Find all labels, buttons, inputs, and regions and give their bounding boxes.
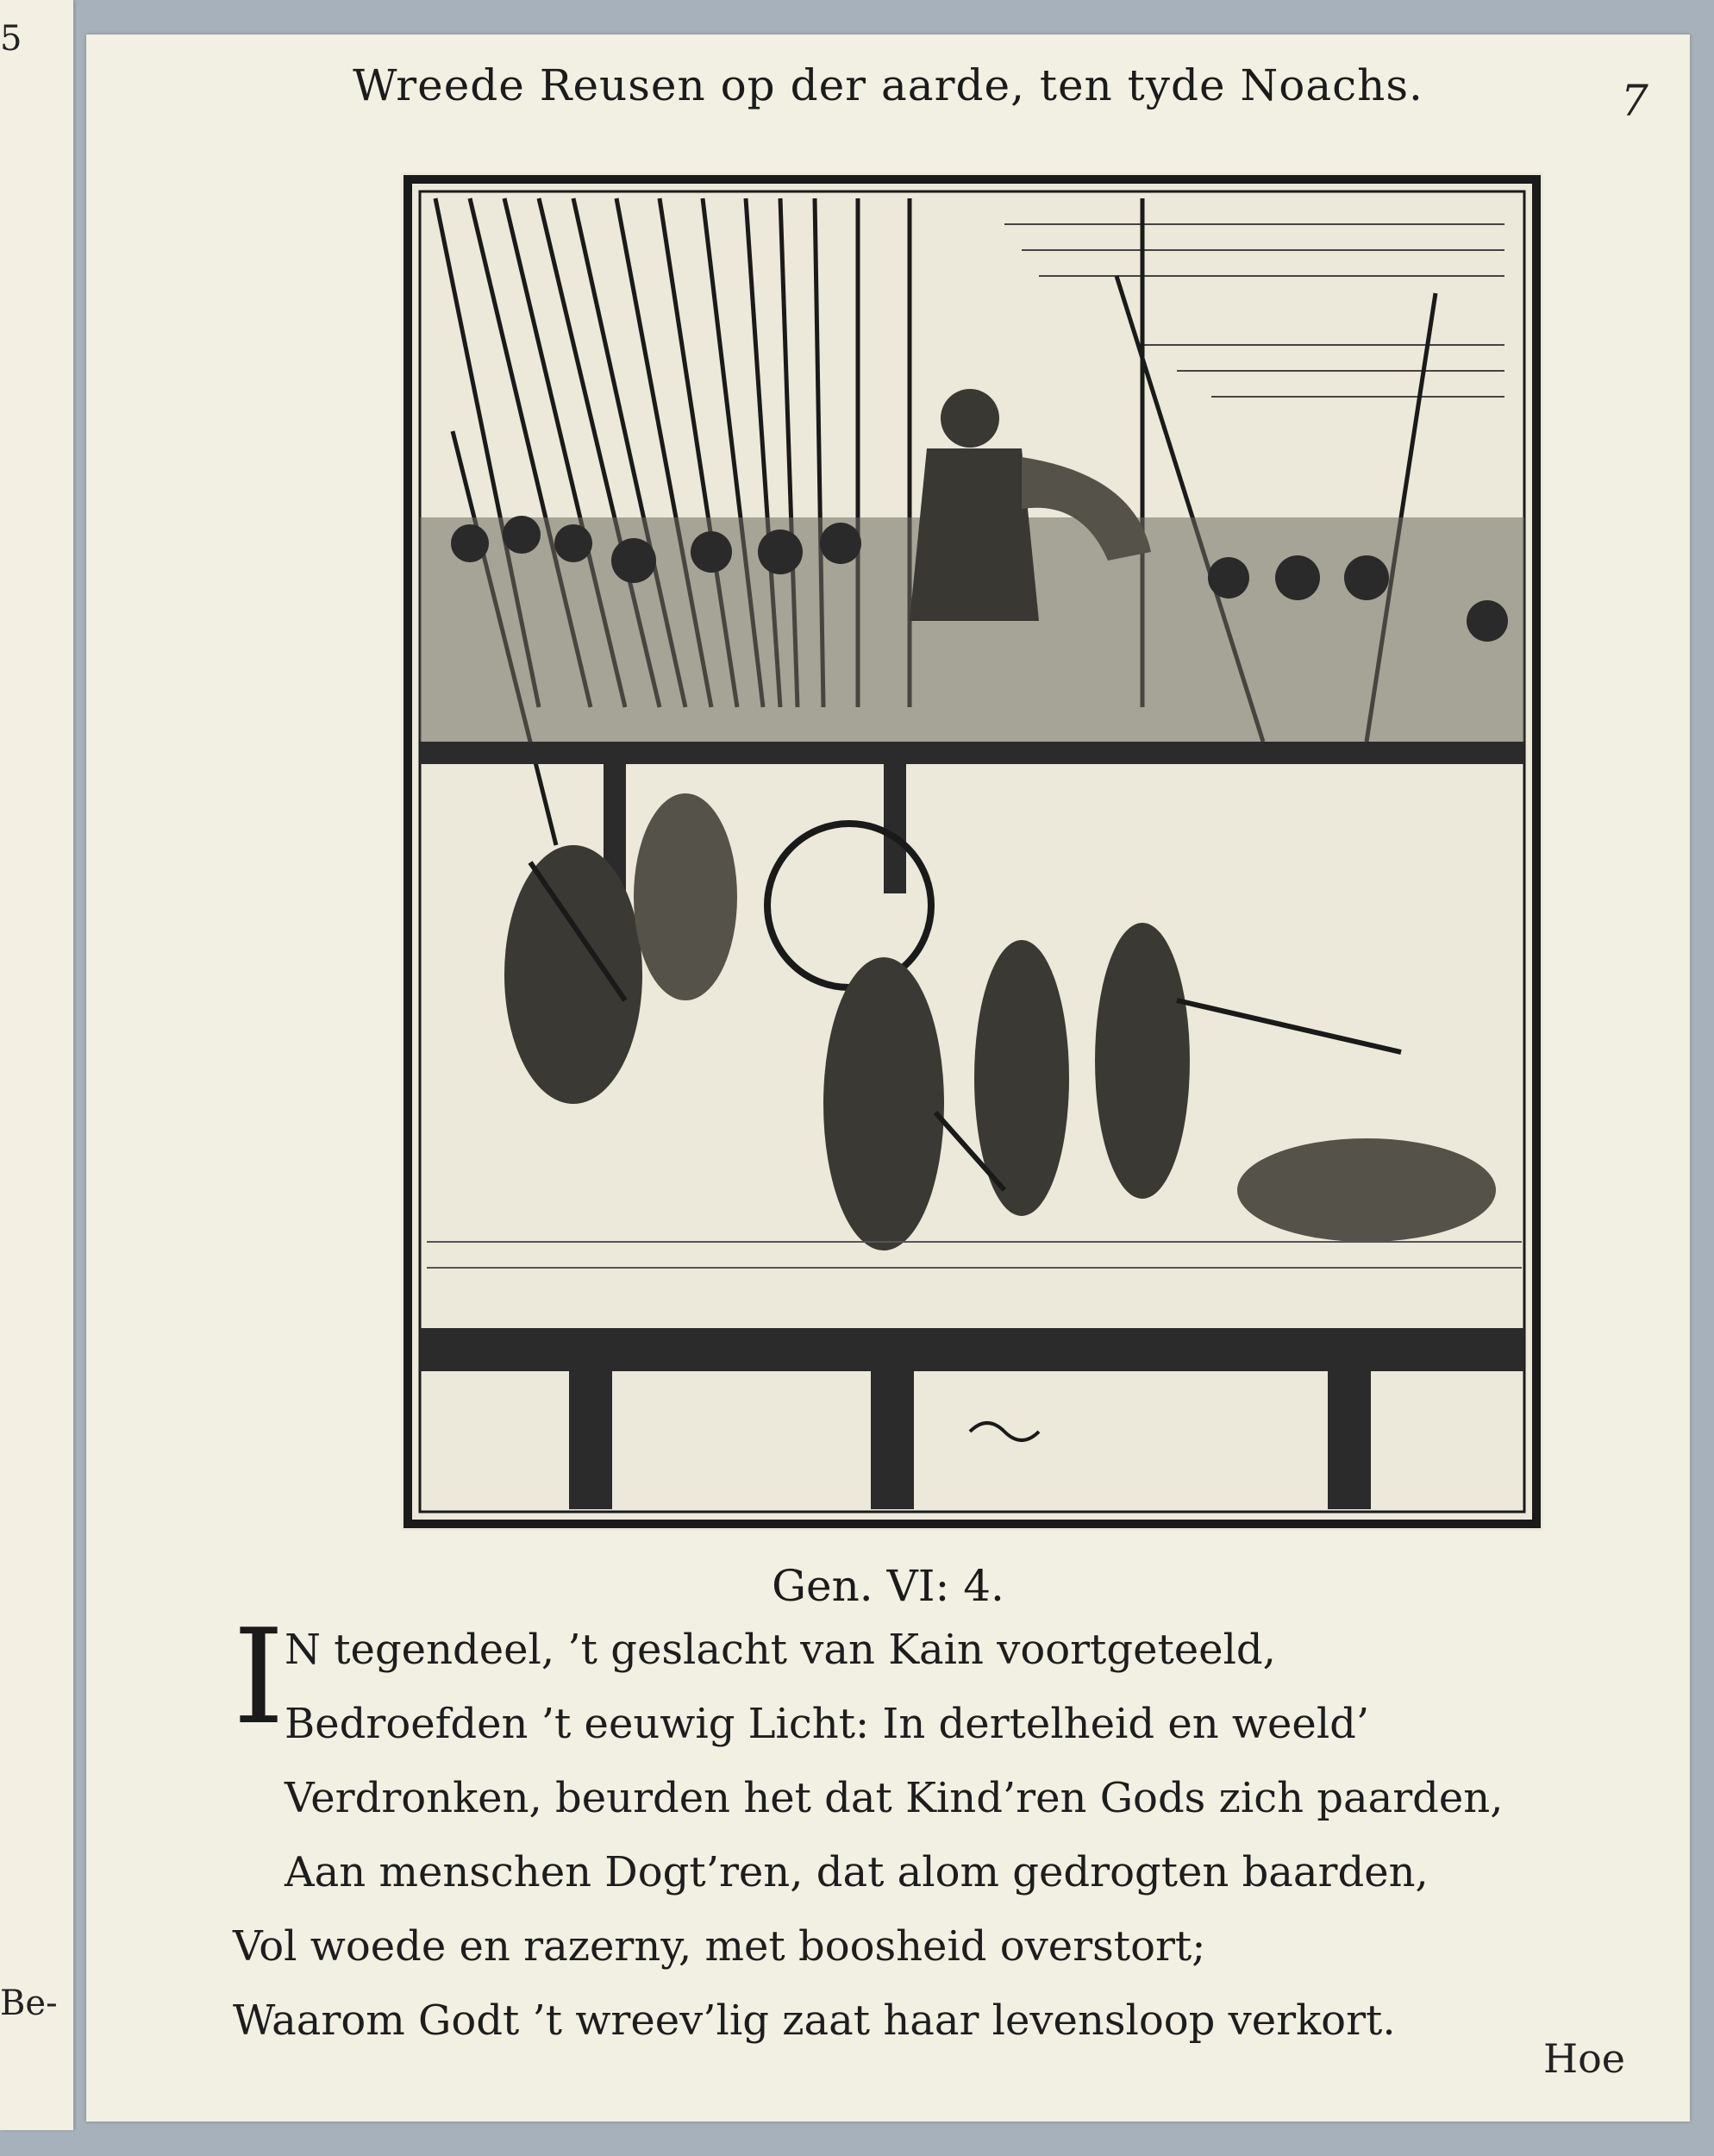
verse-line-3: Verdronken, beurden het dat Kind’ren Gods zich paarden, [285, 1774, 1504, 1822]
verse-line-5: Vol woede en razerny, met boosheid overstort; [233, 1922, 1206, 1971]
page-number: 7 [1621, 76, 1648, 126]
scripture-citation: Gen. VI: 4. [772, 1561, 1004, 1611]
drop-cap: I [233, 1601, 285, 1753]
book-page [86, 34, 1690, 2122]
adjacent-page-catchword: Be- [0, 1984, 58, 2023]
adjacent-page-mark: 5 [0, 19, 22, 59]
catchword: Hoe [1543, 2035, 1626, 2082]
verse-line-2: Bedroefden ’t eeuwig Licht: In dertelheid en weeld’ [285, 1700, 1370, 1748]
verse-block [233, 1601, 1647, 2058]
woodcut-giants-battle-icon [401, 172, 1543, 1531]
adjacent-page-edge [0, 0, 73, 2130]
running-head: Wreede Reusen op der aarde, ten tyde Noachs. [353, 60, 1423, 110]
verse-line-text: N tegendeel, ’t geslacht van Kain voortgeteeld, [285, 1626, 1276, 1674]
woodcut-illustration [401, 172, 1543, 1531]
verse-line-4: Aan menschen Dogt’ren, dat alom gedrogten baarden, [285, 1848, 1429, 1896]
verse-line-6: Waarom Godt ’t wreev’lig zaat haar levensloop verkort. [233, 1996, 1396, 2045]
